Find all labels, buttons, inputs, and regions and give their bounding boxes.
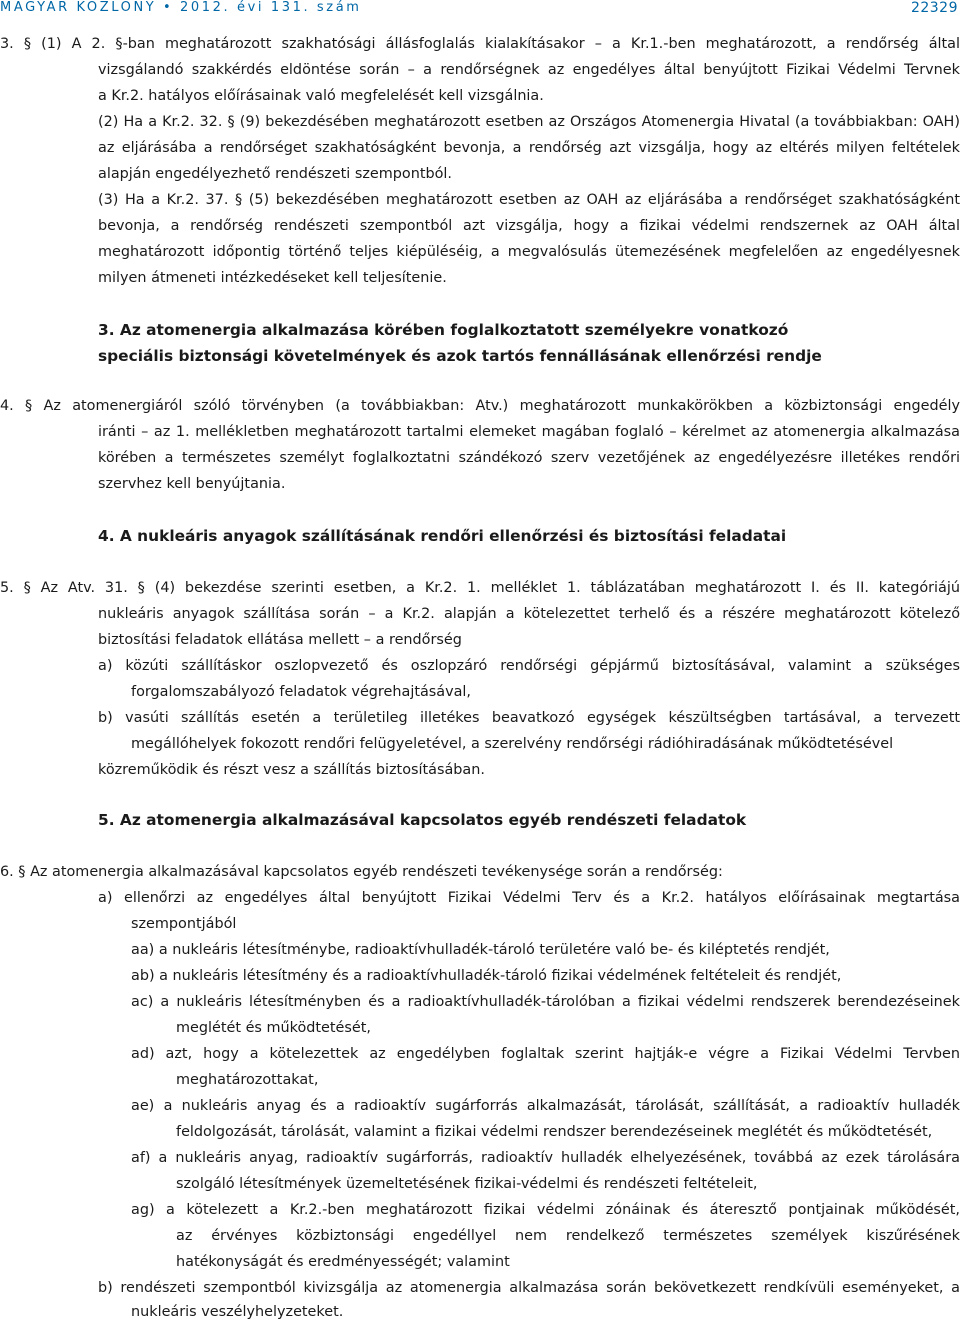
text-line: megállóhelyek fokozott rendőri felügyeletével, a szerelvény rendőrségi rádióhiradásának működtetésével — [131, 736, 894, 752]
text-line: meglétét és működtetését, — [176, 1020, 371, 1036]
text-line: a) ellenőrzi az engedélyes által benyújtott Fizikai Védelmi Terv és a Kr.2. hatályos előírásainak megtartása — [98, 890, 960, 906]
text-line: 4. § Az atomenergiáról szóló törvényben (a továbbiakban: Atv.) meghatározott munkakörökben a közbiztonsági engedély — [0, 398, 960, 414]
text-line: a) közúti szállításkor oszlopvezető és oszlopzáró rendőrségi gépjármű biztosításával, valamint a szükséges — [98, 658, 960, 674]
page-header — [0, 0, 960, 18]
text-line: szempontjából — [131, 916, 237, 932]
text-line: af) a nukleáris anyag, radioaktív sugárforrás, radioaktív hulladék elhelyezésének, továbbá az ezek tárolására — [131, 1150, 960, 1166]
text-line: szervhez kell benyújtania. — [98, 476, 286, 492]
text-line: forgalomszabályozó feladatok végrehajtásával, — [131, 684, 472, 700]
text-line: ag) a kötelezett a Kr.2.-ben meghatározott fizikai védelmi zónáinak és áteresztő pontjainak működését, — [131, 1202, 960, 1218]
page-number: 22329 — [910, 0, 958, 16]
text-line: a Kr.2. hatályos előírásainak való megfelelését kell vizsgálnia. — [98, 88, 544, 104]
text-line: (3) Ha a Kr.2. 37. § (5) bekezdésében meghatározott esetben az OAH az eljárásába a rendőrséget szakhatóságként — [98, 192, 960, 208]
text-line: nukleáris anyagok szállítása során – a Kr.2. alapján a kötelezettet terhelő és a részére meghatározott kötelező — [98, 606, 960, 622]
text-line: 3. § (1) A 2. §-ban meghatározott szakhatósági állásfoglalás kialakításakor – a Kr.1.-ben meghatározott, a rendőrség által — [0, 36, 960, 52]
section-heading-line: 3. Az atomenergia alkalmazása körében foglalkoztatott személyekre vonatkozó — [98, 321, 789, 339]
section-heading-line: 5. Az atomenergia alkalmazásával kapcsolatos egyéb rendészeti feladatok — [98, 811, 747, 829]
text-line: meghatározottakat, — [176, 1072, 319, 1088]
text-line: feldolgozását, tárolását, valamint a fizikai védelmi rendszer berendezéseinek meglétét és működtetését, — [176, 1124, 933, 1140]
text-line: meghatározott időpontig történő teljes kiépüléséig, a megvalósulás ütemezésének megfelelően az engedélyesnek — [98, 244, 960, 260]
text-line: milyen átmeneti intézkedéseket kell teljesítenie. — [98, 270, 447, 286]
text-line: aa) a nukleáris létesítménybe, radioaktívhulladék-tároló területére való be- és kiléptetés rendjét, — [131, 942, 830, 958]
section-heading-line: speciális biztonsági követelmények és azok tartós fennállásának ellenőrzési rendje — [98, 347, 822, 365]
journal-title: MAGYAR KÖZLÖNY • 2012. évi 131. szám — [0, 0, 362, 15]
text-line: b) vasúti szállítás esetén a területileg illetékes beavatkozó egységek készültségben tartásával, a tervezett — [98, 710, 960, 726]
text-line: közreműködik és részt vesz a szállítás biztosításában. — [98, 762, 485, 778]
section-heading-line: 4. A nukleáris anyagok szállításának rendőri ellenőrzési és biztosítási feladatai — [98, 527, 787, 545]
text-line: nukleáris veszélyhelyzeteket. — [131, 1304, 344, 1320]
text-line: ac) a nukleáris létesítményben és a radioaktívhulladék-tárolóban a fizikai védelmi rendszerek berendezéseinek — [131, 994, 960, 1010]
text-line: biztosítási feladatok ellátása mellett – a rendőrség — [98, 632, 462, 648]
text-line: az eljárásába a rendőrséget szakhatóságként bevonja, a rendőrség azt vizsgálja, hogy az eltérés milyen feltételek — [98, 140, 960, 156]
text-line: bevonja, a rendőrség rendészeti szempontból azt vizsgálja, hogy a fizikai védelmi rendszernek az OAH által — [98, 218, 960, 234]
text-line: vizsgálandó szakkérdés eldöntése során – a rendőrségnek az engedélyes által benyújtott Fizikai Védelmi Tervnek — [98, 62, 960, 78]
text-line: alapján engedélyezhető rendészeti szempontból. — [98, 166, 452, 182]
text-line: ae) a nukleáris anyag és a radioaktív sugárforrás alkalmazását, tárolását, szállítását, a radioaktív hulladék — [131, 1098, 960, 1114]
text-line: ad) azt, hogy a kötelezettek az engedélyben foglaltak szerint hajtják-e végre a Fizikai Védelmi Tervben — [131, 1046, 960, 1062]
text-line: hatékonyságát és eredményességét; valamint — [176, 1254, 510, 1270]
text-line: ab) a nukleáris létesítmény és a radioaktívhulladék-tároló fizikai védelmének feltételeit és rendjét, — [131, 968, 842, 984]
text-line: iránti – az 1. mellékletben meghatározott tartalmi elemeket magában foglaló – kérelmet az atomenergia alkalmazása — [98, 424, 960, 440]
text-line: b) rendészeti szempontból kivizsgálja az atomenergia alkalmazása során bekövetkezett rendkívüli eseményeket, a — [98, 1280, 960, 1296]
text-line: szolgáló létesítmények üzemeltetésének fizikai-védelmi és rendészeti feltételeit, — [176, 1176, 758, 1192]
text-line: körében a természetes személyt foglalkoztatni szándékozó szerv vezetőjének az engedélyezésre illetékes rendőri — [98, 450, 960, 466]
text-line: 6. § Az atomenergia alkalmazásával kapcsolatos egyéb rendészeti tevékenysége során a rendőrség: — [0, 864, 723, 880]
text-line: az érvényes közbiztonsági engedéllyel nem rendelkező természetes személyek kiszűrésének — [176, 1228, 960, 1244]
text-line: 5. § Az Atv. 31. § (4) bekezdése szerinti esetben, a Kr.2. 1. melléklet 1. táblázatában meghatározott I. és II. kategóriájú — [0, 580, 960, 596]
text-line: (2) Ha a Kr.2. 32. § (9) bekezdésében meghatározott esetben az Országos Atomenergia Hivatal (a továbbiakban: OAH) — [98, 114, 960, 130]
